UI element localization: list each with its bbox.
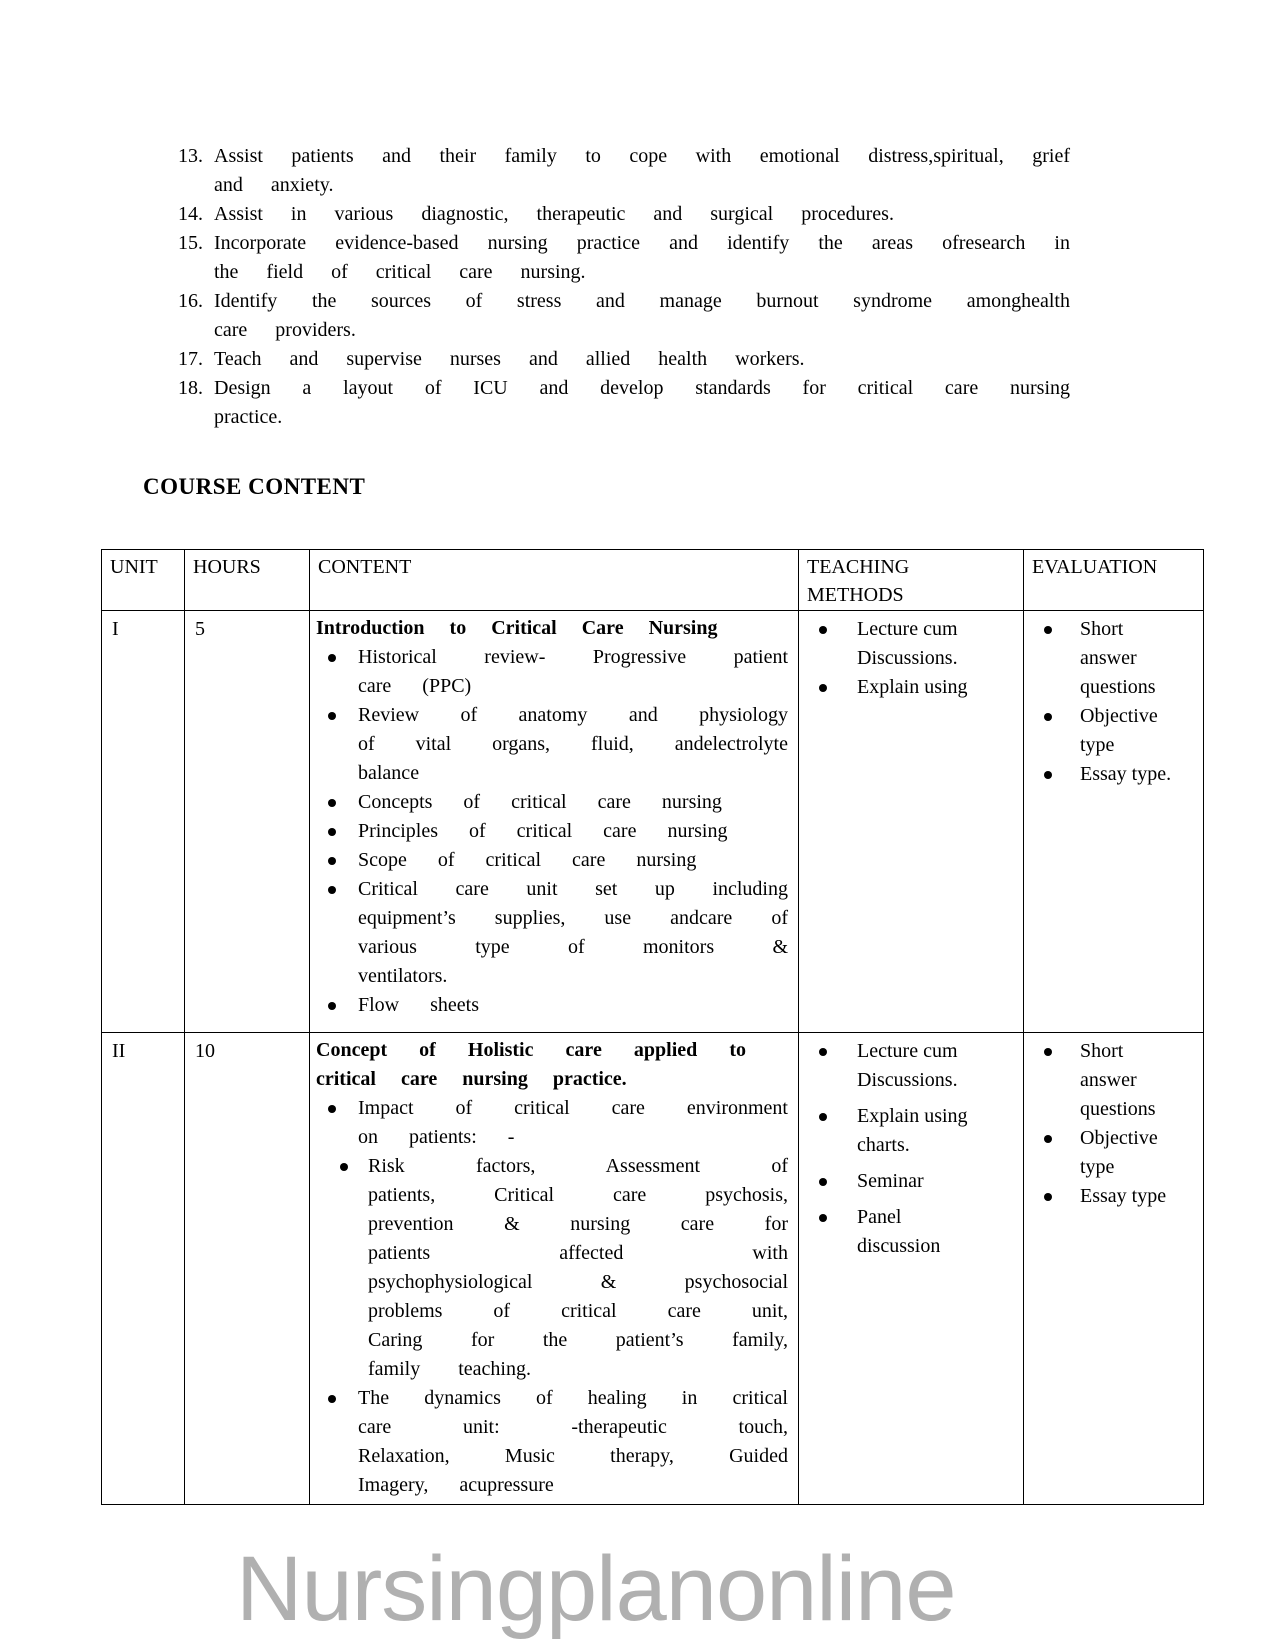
hours-cell: 5 [185, 611, 310, 1033]
objective-text: Teach and supervise nurses and allied health workers. [214, 348, 805, 370]
objective-number: 16. [178, 290, 203, 312]
evaluation-cell [1024, 1033, 1204, 1505]
evaluation-cell [1024, 611, 1204, 1033]
unit-cell: I [102, 611, 185, 1033]
bullet-item: Short answer questions [1032, 615, 1180, 702]
objective-number: 14. [178, 203, 203, 225]
objective-item [178, 345, 1078, 374]
objective-item [178, 142, 1078, 200]
bullet-item: Explain using [807, 673, 977, 702]
column-header-teaching-methods [799, 550, 1024, 611]
table-row-unit-2 [102, 1033, 1204, 1505]
objective-number: 13. [178, 145, 203, 167]
objective-number: 17. [178, 348, 203, 370]
content-title: Concept of Holistic care applied to critical care nursing practice. [316, 1039, 746, 1090]
unit-cell: II [102, 1033, 185, 1505]
bullet-item: Principles of critical care nursing [316, 817, 788, 846]
objective-text: Assist in various diagnostic, therapeutic and surgical procedures. [214, 203, 894, 225]
section-heading: COURSE CONTENT [143, 474, 366, 499]
objective-number: 15. [178, 232, 203, 254]
content-cell [310, 1033, 799, 1505]
objective-item [178, 374, 1078, 432]
table-header-row [102, 550, 1204, 611]
watermark: Nursingplanonline [236, 1538, 956, 1640]
course-content-table [101, 549, 1204, 1505]
teaching-methods-cell [799, 611, 1024, 1033]
objective-text: Assist patients and their family to cope with emotional distress,spiritual, grief and anxiety. [214, 145, 1070, 196]
bullet-item: Impact of critical care environment on patients: - [316, 1094, 788, 1152]
bullet-item: Risk factors, Assessment of patients, Critical care psychosis, prevention & nursing care for patients affected with psychophysiological & psychosocial problems of critical care unit, Caring for the patient’s family, family teaching. [316, 1152, 788, 1384]
content-bullet-list [316, 1094, 790, 1500]
bullet-item: Essay type. [1032, 760, 1180, 789]
column-header-unit: UNIT [102, 550, 185, 611]
table-row-unit-1 [102, 611, 1204, 1033]
hours-cell: 10 [185, 1033, 310, 1505]
bullet-item: Review of anatomy and physiology of vital organs, fluid, andelectrolyte balance [316, 701, 788, 788]
teaching-methods-bullet-list [807, 615, 1023, 702]
bullet-item: Critical care unit set up including equipment’s supplies, use andcare of various type of monitors & ventilators. [316, 875, 788, 991]
objective-text: Design a layout of ICU and develop standards for critical care nursing practice. [214, 377, 1070, 428]
teaching-methods-bullet-list [807, 1037, 1023, 1261]
bullet-item: Historical review- Progressive patient care (PPC) [316, 643, 788, 701]
objective-text: Identify the sources of stress and manage burnout syndrome amonghealth care providers. [214, 290, 1070, 341]
bullet-item: Lecture cum Discussions. [807, 615, 977, 673]
objectives-list [178, 142, 1078, 432]
bullet-item: Lecture cum Discussions. [807, 1037, 977, 1095]
bullet-item: Flow sheets [316, 991, 788, 1020]
bullet-item: Essay type [1032, 1182, 1180, 1211]
objective-item [178, 287, 1078, 345]
bullet-item: Scope of critical care nursing [316, 846, 788, 875]
column-header-content: CONTENT [310, 550, 799, 611]
bullet-item: Objective type [1032, 702, 1180, 760]
bullet-item: Objective type [1032, 1124, 1180, 1182]
teaching-methods-cell [799, 1033, 1024, 1505]
objective-number: 18. [178, 377, 203, 399]
evaluation-bullet-list [1032, 615, 1203, 789]
bullet-item: Seminar [807, 1167, 977, 1196]
evaluation-bullet-list [1032, 1037, 1203, 1211]
bullet-item: Panel discussion [807, 1203, 977, 1261]
bullet-item: Explain using charts. [807, 1102, 977, 1160]
column-header-evaluation: EVALUATION [1024, 550, 1204, 611]
objective-item [178, 200, 1078, 229]
bullet-item: The dynamics of healing in critical care unit: -therapeutic touch, Relaxation, Music therapy, Guided Imagery, acupressure [316, 1384, 788, 1500]
bullet-item: Concepts of critical care nursing [316, 788, 788, 817]
content-cell [310, 611, 799, 1033]
column-header-teaching-methods-label: TEACHING METHODS [807, 556, 910, 606]
content-bullet-list [316, 643, 790, 1020]
objective-item [178, 229, 1078, 287]
objective-text: Incorporate evidence-based nursing practice and identify the areas ofresearch in the field of critical care nursing. [214, 232, 1070, 283]
content-title: Introduction to Critical Care Nursing [316, 617, 718, 639]
column-header-hours: HOURS [185, 550, 310, 611]
bullet-item: Short answer questions [1032, 1037, 1180, 1124]
